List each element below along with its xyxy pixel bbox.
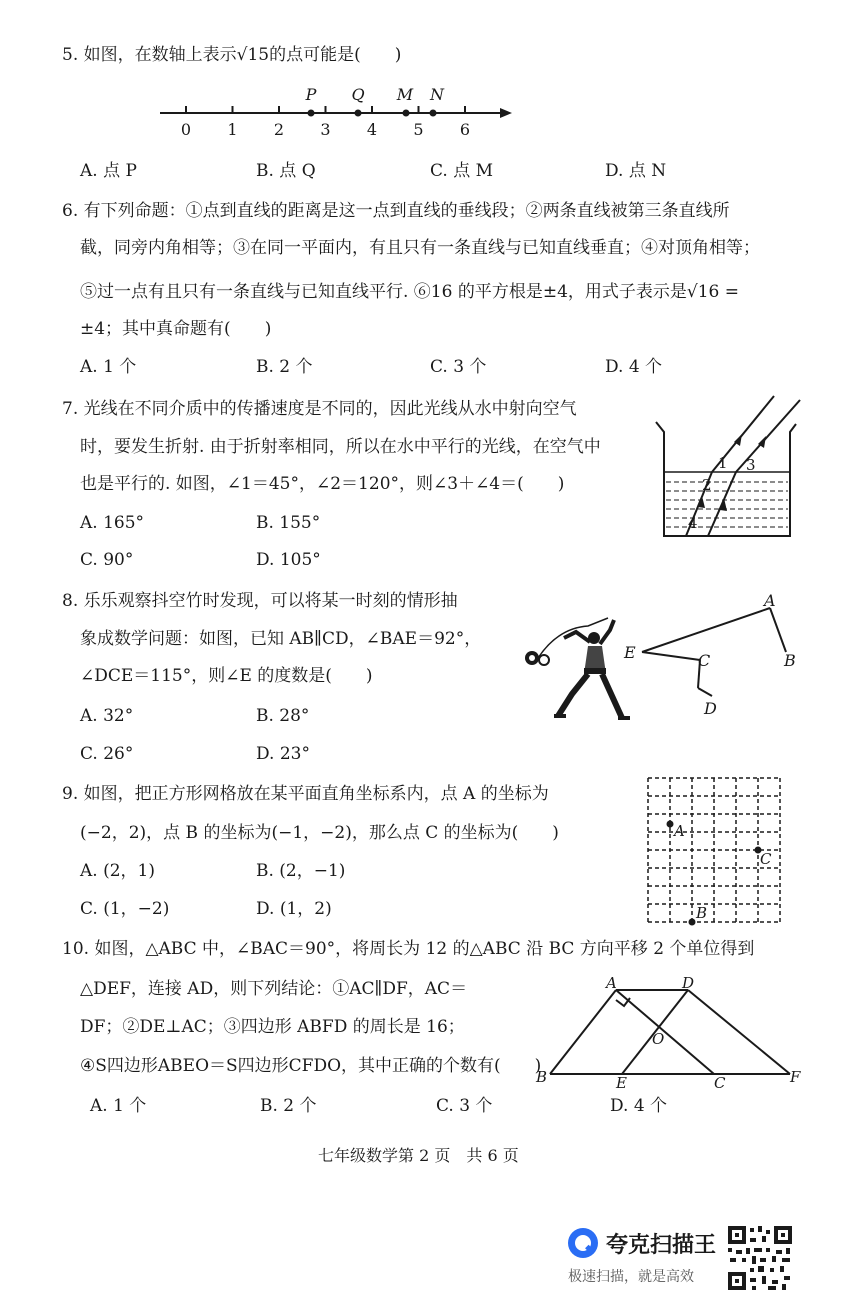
tick-3: 3 — [320, 120, 331, 139]
watermark-slogan: 极速扫描，就是高效 — [568, 1269, 694, 1285]
q10-option-b: B. 2 个 — [260, 1096, 317, 1116]
q6-option-c: C. 3 个 — [430, 357, 487, 377]
tri-label-B: B — [536, 1068, 548, 1086]
q5-option-d: D. 点 N — [605, 161, 667, 181]
q7-line-2: 时，要发生折射. 由于折射率相同，所以在水中平行的光线，在空气中 — [80, 437, 601, 457]
point-P: P — [305, 85, 317, 104]
grid-label-A: A — [674, 822, 685, 840]
q7-line-1: 7. 光线在不同介质中的传播速度是不同的，因此光线从水中射向空气 — [62, 399, 577, 419]
q8-option-a: A. 32° — [80, 706, 134, 726]
q7-option-c: C. 90° — [80, 550, 134, 570]
point-M: M — [396, 85, 414, 104]
tri-label-D: D — [682, 974, 695, 992]
label-E: E — [624, 643, 636, 662]
q6-option-a: A. 1 个 — [80, 357, 137, 377]
q9-option-d: D. (1，2) — [256, 899, 332, 919]
angle-1-label: 1 — [718, 454, 728, 472]
label-A: A — [764, 592, 776, 610]
q6-option-b: B. 2 个 — [256, 357, 313, 377]
q10-line-4: ④S四边形ABEO＝S四边形CFDO，其中正确的个数有( ) — [80, 1056, 542, 1076]
q8-option-b: B. 28° — [256, 706, 310, 726]
label-C: C — [698, 651, 711, 670]
q9-option-c: C. (1，−2) — [80, 899, 170, 919]
tri-label-E: E — [616, 1074, 627, 1090]
q8-line-2: 象成数学问题：如图，已知 AB∥CD，∠BAE＝92°， — [80, 629, 482, 649]
q7-option-a: A. 165° — [80, 513, 145, 533]
q10-translation-figure — [530, 972, 810, 1090]
angle-3-label: 3 — [746, 456, 756, 474]
q6-line-4: ±4；其中真命题有( ) — [80, 319, 272, 339]
q5-option-b: B. 点 Q — [256, 161, 316, 181]
q10-option-a: A. 1 个 — [90, 1096, 147, 1116]
tick-0: 0 — [180, 120, 192, 139]
tick-4: 4 — [366, 120, 378, 139]
tick-2: 2 — [273, 120, 285, 139]
q5-number-line — [150, 80, 520, 140]
q7-line-3: 也是平行的. 如图，∠1＝45°，∠2＝120°，则∠3＋∠4＝( ) — [80, 474, 565, 494]
point-Q: Q — [351, 85, 365, 104]
label-B: B — [784, 651, 796, 670]
point-N: N — [430, 85, 444, 104]
q9-option-b: B. (2，−1) — [256, 861, 346, 881]
q6-line-1: 6. 有下列命题：①点到直线的距离是这一点到直线的垂线段；②两条直线被第三条直线所 — [62, 201, 730, 221]
q9-grid-figure — [646, 776, 786, 926]
q10-option-d: D. 4 个 — [610, 1096, 668, 1116]
tick-5: 5 — [413, 120, 424, 139]
tick-6: 6 — [459, 120, 471, 139]
q5-option-a: A. 点 P — [80, 161, 137, 181]
tick-1: 1 — [227, 120, 238, 139]
q8-geometry-figure — [620, 592, 810, 722]
q9-line-2: (−2，2)，点 B 的坐标为(−1，−2)，那么点 C 的坐标为( ) — [80, 823, 559, 843]
q8-option-d: D. 23° — [256, 744, 310, 764]
quark-logo-icon — [566, 1226, 600, 1260]
watermark-brand: 夸克扫描王 — [606, 1233, 717, 1258]
q10-line-2: △DEF，连接 AD，则下列结论：①AC∥DF，AC＝ — [80, 979, 468, 999]
angle-2-label: 2 — [702, 476, 712, 494]
q9-line-1: 9. 如图，把正方形网格放在某平面直角坐标系内，点 A 的坐标为 — [62, 784, 549, 804]
q6-option-d: D. 4 个 — [605, 357, 663, 377]
tri-label-O: O — [652, 1030, 665, 1048]
q10-line-3: DF；②DE⊥AC；③四边形 ABFD 的周长是 16； — [80, 1017, 465, 1037]
grid-label-C: C — [760, 850, 772, 868]
q5-option-c: C. 点 M — [430, 161, 494, 181]
page-footer: 七年级数学第 2 页 共 6 页 — [318, 1146, 519, 1165]
q10-option-c: C. 3 个 — [436, 1096, 493, 1116]
angle-4-label: 4 — [688, 514, 698, 532]
tri-label-F: F — [790, 1068, 801, 1086]
q6-line-3: ⑤过一点有且只有一条直线与已知直线平行. ⑥16 的平方根是±4，用式子表示是√16 = — [80, 282, 740, 302]
grid-label-B: B — [696, 904, 708, 922]
q8-line-3: ∠DCE＝115°，则∠E 的度数是( ) — [80, 666, 373, 686]
tri-label-C: C — [714, 1074, 726, 1090]
q6-line-2: 截，同旁内角相等；③在同一平面内，有且只有一条直线与已知直线垂直；④对顶角相等； — [80, 238, 760, 258]
q8-line-1: 8. 乐乐观察抖空竹时发现，可以将某一时刻的情形抽 — [62, 591, 458, 611]
label-D: D — [704, 699, 717, 718]
q10-line-1: 10. 如图，△ABC 中，∠BAC＝90°，将周长为 12 的△ABC 沿 BC 方向平移 2 个单位得到 — [62, 939, 755, 959]
q5-stem: 5. 如图，在数轴上表示√15的点可能是( ) — [62, 45, 402, 65]
q8-option-c: C. 26° — [80, 744, 134, 764]
q7-option-b: B. 155° — [256, 513, 321, 533]
tri-label-A: A — [606, 974, 617, 992]
scanner-watermark — [566, 1222, 856, 1302]
q7-option-d: D. 105° — [256, 550, 321, 570]
qr-code-icon — [726, 1224, 794, 1292]
q7-refraction-figure — [650, 392, 810, 542]
q9-option-a: A. (2，1) — [80, 861, 155, 881]
